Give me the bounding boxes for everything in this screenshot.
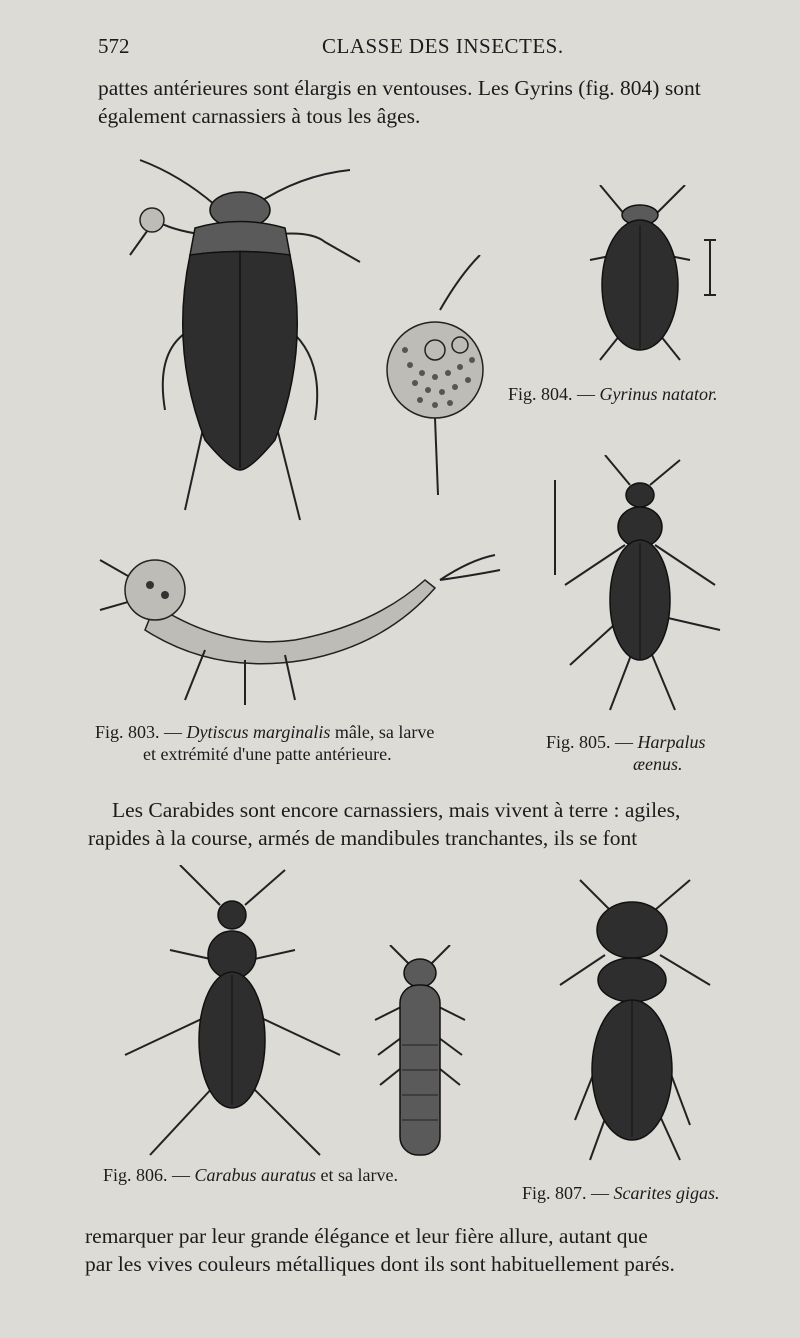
- caption-fig-803-rest: mâle, sa larve: [334, 722, 435, 742]
- caption-fig-807-species: Scarites gigas.: [613, 1183, 720, 1203]
- scarites-beetle-illustration: [550, 875, 725, 1165]
- final-line-2: par les vives couleurs métalliques dont ils sont habituellement parés.: [85, 1252, 675, 1276]
- caption-fig-803-label: Fig. 803. —: [95, 722, 183, 742]
- dytiscus-leg-sucker-illustration: [380, 255, 500, 505]
- carabus-beetle-illustration: [120, 865, 350, 1165]
- intro-line-2: également carnassiers à tous les âges.: [98, 104, 421, 128]
- caption-fig-806-species: Carabus auratus: [194, 1165, 317, 1185]
- caption-fig-806-rest: et sa larve.: [320, 1165, 399, 1185]
- caption-fig-805-label: Fig. 805. —: [546, 732, 634, 752]
- caption-fig-804-species: Gyrinus natator.: [599, 384, 718, 404]
- caption-fig-803-line-2: et extrémité d'une patte antérieure.: [143, 744, 392, 764]
- page-number: 572: [98, 34, 130, 58]
- caption-fig-803-species: Dytiscus marginalis: [186, 722, 331, 742]
- caption-fig-805-line-2: æenus.: [633, 754, 683, 774]
- intro-line-1: pattes antérieures sont élargis en ventouses. Les Gyrins (fig. 804) sont: [98, 76, 701, 100]
- caption-fig-805-species: Harpalus: [637, 732, 706, 752]
- final-line-1: remarquer par leur grande élégance et leur fière allure, autant que: [85, 1224, 648, 1248]
- caption-fig-805: [546, 731, 706, 753]
- caption-fig-807: [522, 1182, 720, 1204]
- running-title: CLASSE DES INSECTES.: [322, 34, 564, 58]
- caption-fig-803: [95, 721, 434, 743]
- middle-line-2: rapides à la course, armés de mandibules tranchantes, ils se font: [88, 826, 638, 850]
- dytiscus-larva-illustration: [95, 540, 505, 715]
- caption-fig-806-label: Fig. 806. —: [103, 1165, 191, 1185]
- caption-fig-804-label: Fig. 804. —: [508, 384, 596, 404]
- gyrinus-beetle-illustration: [580, 185, 730, 380]
- dytiscus-beetle-illustration: [110, 150, 410, 540]
- caption-fig-807-label: Fig. 807. —: [522, 1183, 610, 1203]
- caption-fig-806: [103, 1164, 398, 1186]
- middle-line-1: Les Carabides sont encore carnassiers, mais vivent à terre : agiles,: [112, 798, 681, 822]
- harpalus-beetle-illustration: [545, 455, 735, 715]
- carabus-larva-illustration: [370, 945, 470, 1170]
- caption-fig-804: [508, 383, 718, 405]
